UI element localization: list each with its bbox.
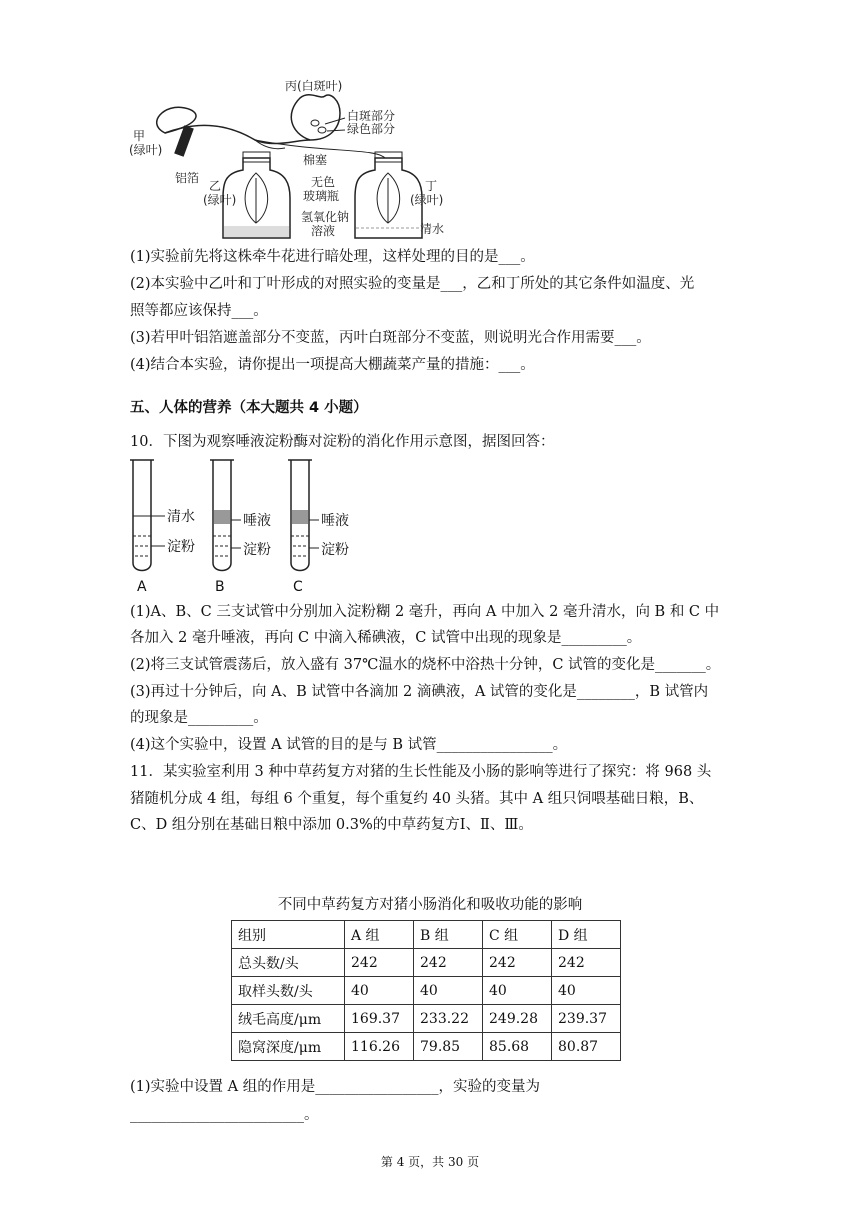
table-cell: 85.68 <box>483 1033 552 1061</box>
table-header-row <box>232 921 621 949</box>
svg-text:甲: 甲 <box>133 129 146 143</box>
table-cell: 249.28 <box>483 1005 552 1033</box>
leaf-bing <box>291 95 340 140</box>
q11-line-3: C、D 组分别在基础日粮中添加 0.3%的中草药复方Ⅰ、Ⅱ、Ⅲ。 <box>130 817 533 833</box>
table-cell: 242 <box>414 949 483 977</box>
table-row <box>232 1005 621 1033</box>
results-table <box>231 920 621 1061</box>
q11-line-2: 猪随机分成 4 组，每组 6 个重复，每个重复约 40 头猪。其中 A 组只饲喂基础日粮，B、 <box>130 791 704 807</box>
q10-stem: 10．下图为观察唾液淀粉酶对淀粉的消化作用示意图，据图回答： <box>130 434 555 450</box>
q10-line-3: (2)将三支试管震荡后，放入盛有 37℃温水的烧杯中浴热十分钟，C 试管的变化是_______。 <box>130 657 721 673</box>
table-cell: 40 <box>414 977 483 1005</box>
table-cell: 绒毛高度/μm <box>232 1005 345 1033</box>
table-cell: 40 <box>483 977 552 1005</box>
q10-line-2: 各加入 2 毫升唾液，再向 C 中滴入稀碘液，C 试管中出现的现象是_________。 <box>130 630 642 646</box>
q10-line-6: (4)这个实验中，设置 A 试管的目的是与 B 试管________________。 <box>130 737 568 753</box>
table-header-cell: D 组 <box>552 921 621 949</box>
svg-text:淀粉: 淀粉 <box>243 542 271 558</box>
table-cell: 40 <box>552 977 621 1005</box>
q10-line-1: (1)A、B、C 三支试管中分别加入淀粉糊 2 毫升，再向 A 中加入 2 毫升清水，向 B 和 C 中 <box>130 604 720 620</box>
table-cell: 242 <box>345 949 414 977</box>
test-tube-a <box>130 460 195 595</box>
test-tubes-figure <box>125 458 365 596</box>
table-cell: 隐窝深度/μm <box>232 1033 345 1061</box>
table-header-cell: A 组 <box>345 921 414 949</box>
svg-text:(绿叶): (绿叶) <box>129 143 163 157</box>
section-title: 五、人体的营养（本大题共 4 小题） <box>130 400 368 416</box>
svg-text:丙(白斑叶): 丙(白斑叶) <box>285 79 343 93</box>
table-header-cell: 组别 <box>232 921 345 949</box>
plant-experiment-figure <box>125 78 445 248</box>
table-row <box>232 1033 621 1061</box>
q11-answer-2: ________________________。 <box>130 1107 319 1123</box>
q11-answer-1: (1)实验中设置 A 组的作用是_________________，实验的变量为 <box>130 1079 540 1095</box>
svg-text:A: A <box>137 579 147 595</box>
svg-text:(绿叶): (绿叶) <box>410 193 444 207</box>
svg-text:B: B <box>215 579 225 595</box>
svg-text:丁: 丁 <box>425 179 438 193</box>
table-cell: 242 <box>552 949 621 977</box>
svg-text:氢氧化钠: 氢氧化钠 <box>301 210 350 224</box>
table-row <box>232 949 621 977</box>
svg-text:唾液: 唾液 <box>243 513 271 529</box>
table-header-cell: B 组 <box>414 921 483 949</box>
svg-text:唾液: 唾液 <box>321 513 349 529</box>
svg-text:棉塞: 棉塞 <box>303 153 328 167</box>
svg-text:乙: 乙 <box>209 179 222 193</box>
q9-line-1: (1)实验前先将这株牵牛花进行暗处理，这样处理的目的是___。 <box>130 249 535 265</box>
q9-line-2: (2)本实验中乙叶和丁叶形成的对照实验的变量是___，乙和丁所处的其它条件如温度、光 <box>130 276 695 292</box>
svg-text:无色: 无色 <box>311 175 336 189</box>
svg-text:清水: 清水 <box>167 509 195 525</box>
test-tube-c <box>288 460 349 595</box>
table-cell: 80.87 <box>552 1033 621 1061</box>
svg-text:绿色部分: 绿色部分 <box>347 122 396 136</box>
test-tube-b <box>210 460 271 595</box>
table-row <box>232 977 621 1005</box>
q9-line-5: (4)结合本实验，请你提出一项提高大棚蔬菜产量的措施：___。 <box>130 357 535 373</box>
table-cell: 总头数/头 <box>232 949 345 977</box>
page-footer: 第 4 页，共 30 页 <box>380 1155 480 1169</box>
q9-line-3: 照等都应该保持___。 <box>130 303 268 319</box>
table-header-cell: C 组 <box>483 921 552 949</box>
q10-line-4: (3)再过十分钟后，向 A、B 试管中各滴加 2 滴碘液，A 试管的变化是________，B 试管内 <box>130 684 709 700</box>
table-cell: 239.37 <box>552 1005 621 1033</box>
table-caption: 不同中草药复方对猪小肠消化和吸收功能的影响 <box>277 897 583 913</box>
svg-text:C: C <box>293 579 303 595</box>
svg-text:溶液: 溶液 <box>311 224 336 238</box>
svg-text:清水: 清水 <box>420 222 445 236</box>
table-cell: 169.37 <box>345 1005 414 1033</box>
q9-line-4: (3)若甲叶铝箔遮盖部分不变蓝，丙叶白斑部分不变蓝，则说明光合作用需要___。 <box>130 330 651 346</box>
table-cell: 242 <box>483 949 552 977</box>
q10-line-5: 的现象是_________。 <box>130 710 268 726</box>
q11-line-1: 11．某实验室利用 3 种中草药复方对猪的生长性能及小肠的影响等进行了探究：将 968 头 <box>130 764 712 780</box>
svg-text:淀粉: 淀粉 <box>321 542 349 558</box>
table-cell: 取样头数/头 <box>232 977 345 1005</box>
table-cell: 40 <box>345 977 414 1005</box>
svg-text:淀粉: 淀粉 <box>167 539 195 555</box>
svg-text:铝箔: 铝箔 <box>175 171 200 185</box>
svg-text:玻璃瓶: 玻璃瓶 <box>303 189 340 203</box>
svg-text:(绿叶): (绿叶) <box>203 193 237 207</box>
svg-text:白斑部分: 白斑部分 <box>347 109 396 123</box>
table-cell: 116.26 <box>345 1033 414 1061</box>
table-cell: 233.22 <box>414 1005 483 1033</box>
table-cell: 79.85 <box>414 1033 483 1061</box>
